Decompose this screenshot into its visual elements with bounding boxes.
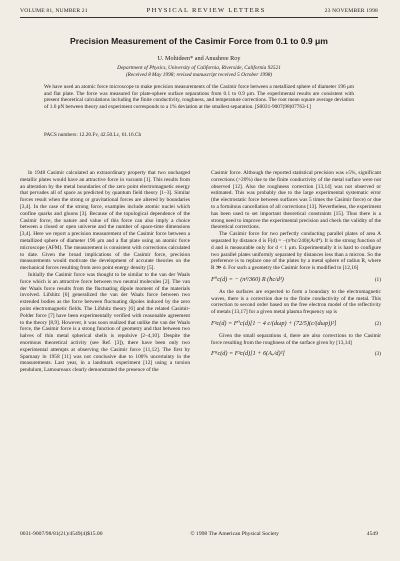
- body-paragraph: Casimir force. Although the reported statistical precision was ±5%, significant corrections (>20%) due to the finite conductivity of the metal surface were not observed [12]. Also the roughness correction [13,14] was not observed or estimated. This was probably due to the large experimental systematic error (the electrostatic force between surfaces was 5 times the Casimir force) or due to a fortuitous cancellation of all corrections [13]. Nevertheless, the experiment has been used to set important theoretical constraints [15]. Thus there is a strong need to improve the experimental precision and check the validity of the theoretical corrections.: [211, 170, 381, 231]
- equation-3: [211, 351, 381, 358]
- body-paragraph: Initially the Casimir force was thought to be similar to the van der Waals force which is an attractive force between two neutral molecules [2]. The van der Waals force results from the fluctuating dipole moment of the materials involved. Lifshitz [6] generalized the van der Waals force between two extended bodies as the force between fluctuating dipoles induced by the zero point electromagnetic fields. The Lifshitz theory [6] and the related Casimir-Polder force [7] have been experimentally verified with reasonable agreement to the theory [8,9]. However, it was soon realized that unlike the van der Waals force, the Casimir force is a strong function of geometry and that between two halves of thin metal spherical shells is repulsive [2–4,10]. Despite the enormous theoretical activity (see Ref. [3]), there have been only two experimental attempts at observing the Casimir force [11,12]. The first by Sparnaay in 1958 [11] was not conclusive due to 100% uncertainty in the measurements. Last year, in a landmark experiment [12] using a torsion pendulum, Lamoureaux clearly demonstrated the presence of the: [20, 271, 190, 374]
- equation-number: (1): [374, 276, 381, 283]
- equation-body: Fᵖc(d) = F⁰c(d)[1 − 4 c/(dωp) + (72/5)(c/(dωp))²]: [211, 319, 337, 327]
- article-title: Precision Measurement of the Casimir Force from 0.1 to 0.9 μm: [70, 36, 328, 46]
- body-paragraph: As the surfaces are expected to form a boundary to the electromagnetic waves, there is a correction due to the finite conductivity of the metal. This correction to second order based on the free electron model of the reflectivity of metals [13,17] for a given metal plasma frequency ωp is: [211, 288, 381, 316]
- page-number: 4549: [366, 531, 378, 537]
- page-footer: [20, 531, 378, 537]
- affiliation-block: [20, 65, 378, 78]
- equation-body: Fᴿc(d) = Fᵖc(d)[1 + 6(Aᵥ/d)²]: [211, 350, 285, 358]
- abstract: We have used an atomic force microscope to make precision measurements of the Casimir force between a metallized sphere of diameter 196 μm and flat plate. The force was measured for plate-sphere surface separations from 0.1 to 0.9 μm. The experimental results are consistent with present theoretical calculations including the finite conductivity, roughness, and temperature corrections. The root mean square average deviation of 1.6 pN between theory and experiment corresponds to a 1% deviation at the smallest separation. [S0031-9007(98)07763-1]: [44, 84, 354, 111]
- volume-number: VOLUME 81, NUMBER 21: [20, 8, 88, 14]
- equation-1: [211, 277, 381, 284]
- equation-number: (3): [374, 351, 381, 358]
- left-column: [20, 170, 190, 374]
- equation-number: (2): [374, 320, 381, 327]
- issue-date: 23 NOVEMBER 1998: [324, 8, 378, 14]
- journal-name: PHYSICAL REVIEW LETTERS: [146, 7, 266, 14]
- body-paragraph: The Casimir force for two perfectly conducting parallel plates of area A separated by distance d is F(d) = −(π²ħc/240)(A/d⁴). It is the strong function of d and is measurable only for d < 1 μm. Experimentally it is hard to configure two parallel plates uniformly separated by distances less than a micron. So the preference is to replace one of the plates by a metal sphere of radius R, where R ≫ d. For such a geometry the Casimir force is modified to [12,16]: [211, 231, 381, 272]
- equation-2: [211, 321, 381, 328]
- header-rule: [20, 17, 378, 18]
- body-paragraph: In 1948 Casimir calculated an extraordinary property that two uncharged metallic plates would have an attractive force in vacuum [1]. This results from an alteration by the metal boundaries of the zero point electromagnetic energy that pervades all of space as predicted by quantum field theory [1–3]. Similar forces result when the strong or gravitational forces are altered by boundaries [3,4]. In the case of the strong force, examples include atomic nuclei which confine quarks and gluons [3]. Because of the topological dependence of the Casimir force, the nature and value of this force can also imply a choice between a closed or open universe and the number of space-time dimensions [3,4]. Here we report a precision measurement of the Casimir force between a metallized sphere of diameter 196 μm and a flat plate using an atomic force microscope (AFM). The measurement is consistent with corrections calculated to date. Given the broad implications of the Casimir force, precision measurements would motivate the development of accurate theories on the mechanical forces resulting from zero point energy density [5].: [20, 170, 190, 272]
- right-column: [211, 170, 381, 363]
- affiliation: Department of Physics, University of California, Riverside, California 92521: [117, 65, 281, 71]
- pacs-numbers: PACS numbers: 12.20.Fv, 42.50.Lc, 61.16.Ch: [44, 132, 142, 138]
- author-line: U. Mohideen* and Anushree Roy: [157, 55, 241, 62]
- article-code: 0031-9007/98/81(21)/4549(4)$15.00: [20, 531, 103, 537]
- running-header: [20, 7, 378, 14]
- equation-body: F⁰c(d) = − (π³/360) R (ħc/d³): [211, 275, 284, 283]
- received-dates: (Received 8 May 1998; revised manuscript received 5 October 1998): [125, 71, 273, 78]
- copyright: © 1998 The American Physical Society: [190, 531, 279, 537]
- body-paragraph: Given the small separations d, there are also corrections to the Casimir force resulting from the roughness of the surface given by [13,14]: [211, 332, 381, 346]
